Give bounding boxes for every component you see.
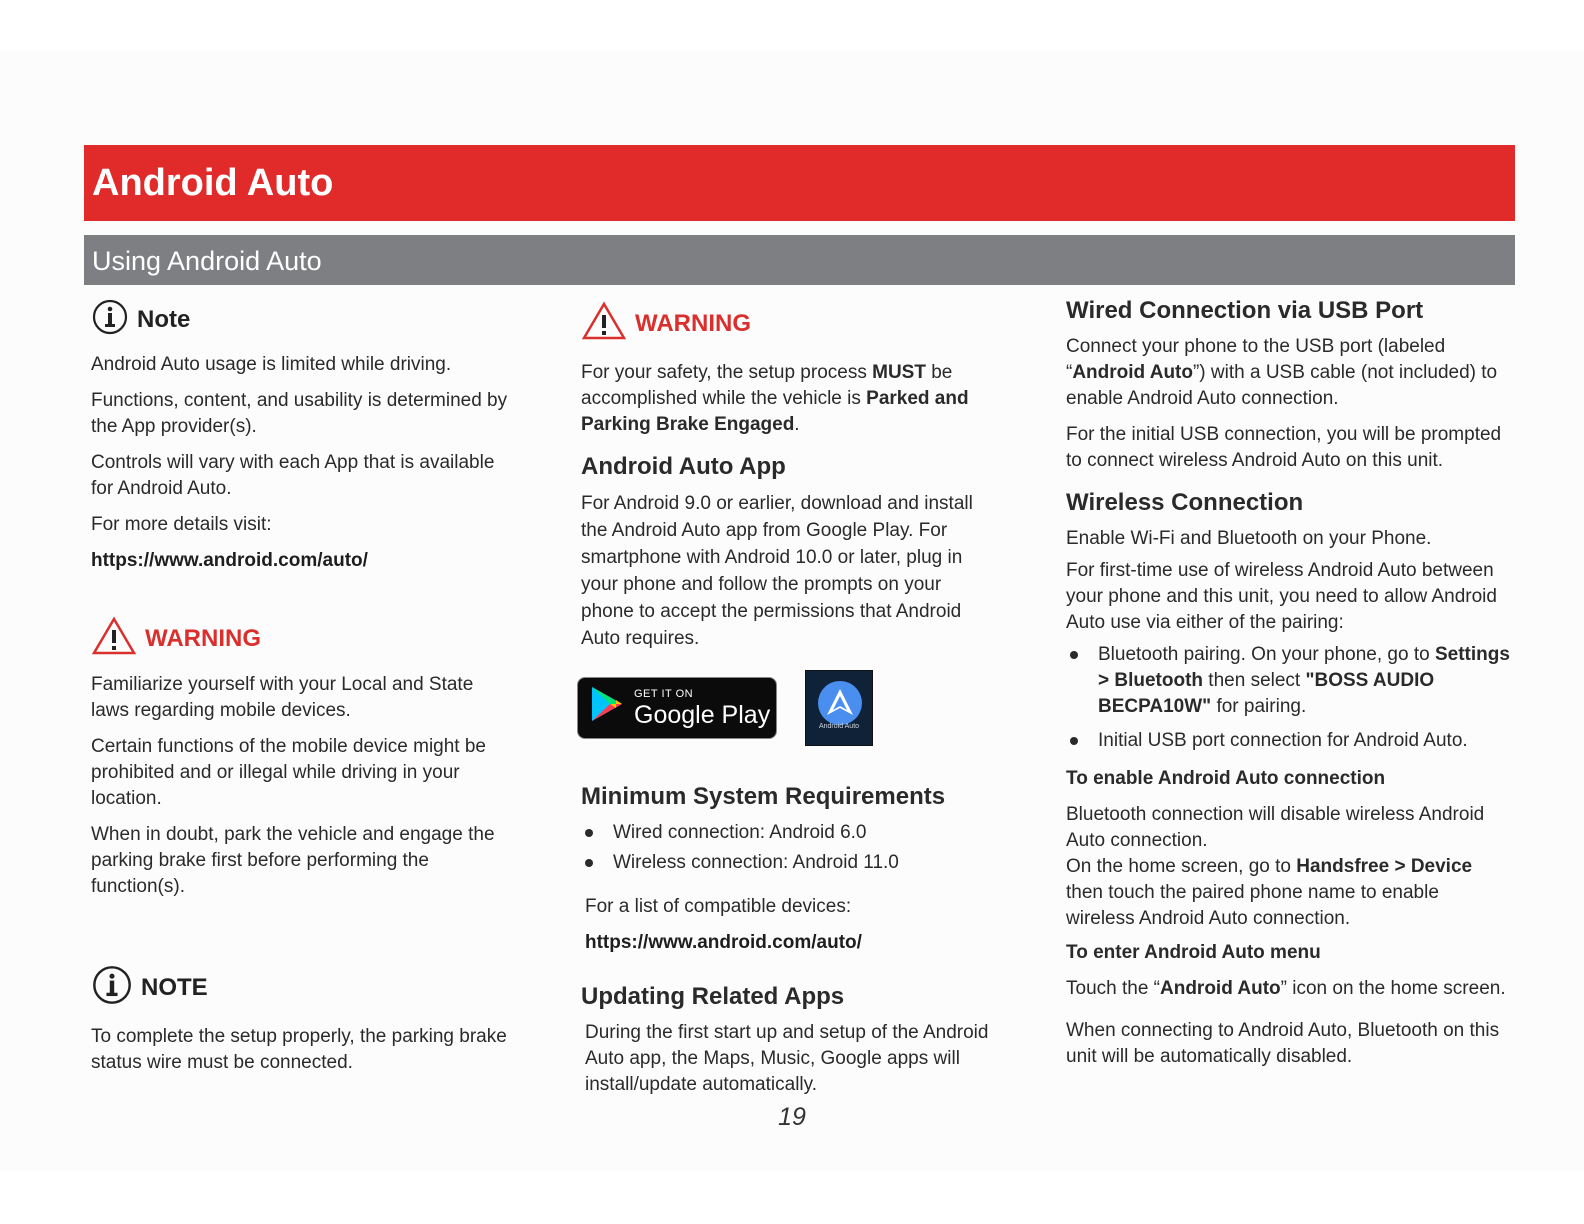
store-badges [577, 670, 991, 746]
enable-emphasis: Handsfree > Device [1296, 856, 1473, 877]
enable-text-2 [1066, 854, 1511, 932]
update-text: During the first start up and setup of the Android Auto app, the Maps, Music, Google apps will install/update automatically. [585, 1022, 989, 1095]
enter-heading: To enter Android Auto menu [1066, 942, 1321, 963]
warning-line: Certain functions of the mobile device might be prohibited and or illegal while driving in your location. [91, 736, 486, 809]
android-auto-link[interactable]: https://www.android.com/auto/ [91, 550, 368, 571]
google-play-text [634, 689, 770, 728]
warning-title: WARNING [635, 310, 751, 337]
warning-text-part: . [794, 414, 800, 435]
enter-text-part: Touch the “ [1066, 978, 1160, 999]
column-middle [581, 300, 991, 1108]
play-triangle-icon [590, 685, 624, 731]
wired-text [1066, 334, 1511, 412]
note2-heading [91, 964, 511, 1012]
google-play-badge[interactable] [577, 677, 777, 739]
safety-warning-text [581, 360, 991, 438]
pairing-list [1066, 642, 1511, 754]
column-left [91, 298, 511, 1086]
warning-text-part: be accomplished while the vehicle is [581, 362, 953, 409]
google-play-big: Google Play [634, 700, 771, 729]
wired-text-2: For the initial USB connection, you will be prompted to connect wireless Android Auto on this unit. [1066, 424, 1502, 471]
final-text: When connecting to Android Auto, Bluetooth on this unit will be automatically disabled. [1066, 1020, 1500, 1067]
enter-text [1066, 976, 1511, 1002]
enable-text-part: then touch the paired phone name to enable wireless Android Auto connection. [1066, 882, 1439, 929]
list-item: Wireless connection: Android 11.0 [581, 850, 991, 876]
bullet-text-part: for pairing. [1211, 696, 1307, 717]
warning-line: When in doubt, park the vehicle and engage the parking brake first before performing the function(s). [91, 824, 495, 897]
warning-line: Familiarize yourself with your Local and State laws regarding mobile devices. [91, 674, 474, 721]
requirements-list [581, 820, 991, 876]
app-heading: Android Auto App [581, 453, 786, 480]
note2-title: NOTE [141, 974, 208, 1001]
warning-title: WARNING [145, 625, 261, 652]
page-number: 19 [778, 1103, 806, 1131]
warning-heading [91, 616, 511, 662]
android-auto-icon-label: Android Auto [818, 723, 860, 730]
note-line: For more details visit: [91, 514, 272, 535]
note-title: Note [137, 306, 191, 333]
info-icon [91, 964, 133, 1012]
section-title: Using Android Auto [84, 235, 1515, 285]
enter-text-part: ” icon on the home screen. [1280, 978, 1506, 999]
update-heading: Updating Related Apps [581, 983, 845, 1010]
warning-triangle-icon [91, 616, 137, 662]
warning-text-part: For your safety, the setup process [581, 362, 873, 383]
enter-emphasis: Android Auto [1160, 978, 1281, 999]
wired-text-part: Connect your phone to the USB port (labeled “ [1066, 336, 1446, 383]
android-auto-app-icon[interactable] [805, 670, 873, 746]
note2-text: To complete the setup properly, the parking brake status wire must be connected. [91, 1026, 507, 1073]
note-line: Controls will vary with each App that is available for Android Auto. [91, 452, 495, 499]
note-line: Functions, content, and usability is determined by the App provider(s). [91, 390, 508, 437]
requirements-heading: Minimum System Requirements [581, 783, 946, 810]
wireless-heading: Wireless Connection [1066, 489, 1304, 516]
compat-text: For a list of compatible devices: [585, 896, 852, 917]
enable-heading: To enable Android Auto connection [1066, 768, 1386, 789]
warning-emphasis: MUST [872, 362, 926, 383]
enable-text-part: On the home screen, go to [1066, 856, 1297, 877]
bullet-text-part: then select [1203, 670, 1306, 691]
warning-emphasis: Parked and Parking Brake Engaged [581, 388, 969, 435]
list-item [1066, 642, 1511, 720]
note-heading [91, 298, 511, 342]
app-text: For Android 9.0 or earlier, download and install the Android Auto app from Google Play. For smartphone with Android 10.0 or later, plug in your phone and follow the prompts on your phone to accept the permissions that Android Auto requires. [581, 493, 973, 649]
page-title: Android Auto [84, 145, 1515, 221]
bullet-emphasis: Settings > Bluetooth [1098, 644, 1510, 691]
bullet-text-part: Bluetooth pairing. On your phone, go to [1098, 644, 1435, 665]
wired-emphasis: Android Auto [1072, 362, 1193, 383]
list-item: Initial USB port connection for Android Auto. [1066, 728, 1511, 754]
enable-text-1: Bluetooth connection will disable wireless Android Auto connection. [1066, 804, 1485, 851]
wired-heading: Wired Connection via USB Port [1066, 297, 1424, 324]
warning-triangle-icon [581, 300, 627, 348]
warning-heading [581, 300, 991, 348]
wireless-text-1: Enable Wi-Fi and Bluetooth on your Phone. [1066, 528, 1432, 549]
list-item: Wired connection: Android 6.0 [581, 820, 991, 846]
wireless-text-2: For first-time use of wireless Android Auto between your phone and this unit, you need to allow Android Auto use via either of the pairing: [1066, 560, 1497, 633]
column-right [1066, 296, 1511, 1080]
google-play-small: GET IT ON [634, 687, 694, 700]
info-icon [91, 298, 129, 342]
note-line: Android Auto usage is limited while driving. [91, 354, 452, 375]
wired-text-part: ”) with a USB cable (not included) to enable Android Auto connection. [1066, 362, 1498, 409]
bullet-emphasis: "BOSS AUDIO BECPA10W" [1098, 670, 1435, 717]
compat-link[interactable]: https://www.android.com/auto/ [585, 932, 862, 953]
